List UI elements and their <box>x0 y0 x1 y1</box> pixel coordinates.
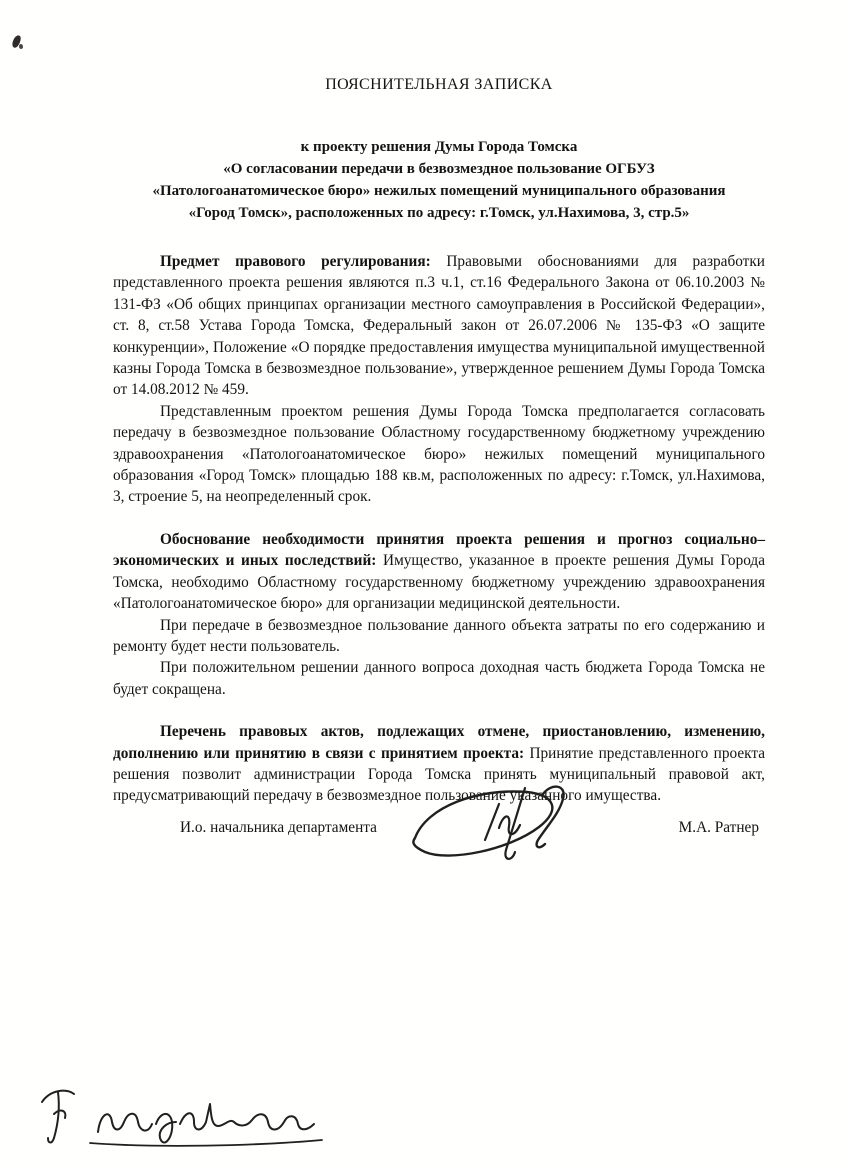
paragraph-lead: Обоснование необходимости принятия проекта решения и прогноз социально–экономических и иных последствий: <box>113 530 765 570</box>
paragraph-budget <box>113 657 765 700</box>
paragraph-proposal <box>113 401 765 508</box>
paragraph-text: При положительном решении данного вопроса доходная часть бюджета Города Томска не будет сокращена. <box>113 659 765 698</box>
handwritten-signature <box>36 1080 336 1158</box>
signoff-name: М.А. Ратнер <box>678 819 759 836</box>
paragraph-text: Принятие представленного проекта решения позволит администрации Города Томска принять муниципальный правовой акт, предусматривающий передачу в безвозмездное пользование указанного имущества. <box>113 744 765 805</box>
paragraph-lead: Перечень правовых актов, подлежащих отмене, приостановлению, изменению, дополнению или принятию в связи с принятием проекта: <box>113 723 765 762</box>
scan-artifact-mark-small <box>19 44 24 50</box>
paragraph-text: Имущество, указанное в проекте решения Думы Города Томска, необходимо Областному государственному бюджетному учреждению здравоохранения «Патологоанатомическое бюро» для организации медицинской деятельности. <box>113 552 765 613</box>
paragraph-text: При передаче в безвозмездное пользование данного объекта затраты по его содержанию и ремонту будет нести пользователь. <box>113 616 765 655</box>
document-title: ПОЯСНИТЕЛЬНАЯ ЗАПИСКА <box>325 76 553 93</box>
paragraph-costs <box>113 615 765 658</box>
subtitle-line-4: «Город Томск», расположенных по адресу: г.Томск, ул.Нахимова, 3, стр.5» <box>188 205 690 221</box>
signature-scribble <box>405 782 600 874</box>
signoff-position-title: И.о. начальника департамента <box>180 819 377 836</box>
subtitle-line-3: «Патологоанатомическое бюро» нежилых помещений муниципального образования <box>152 183 726 199</box>
paragraph-text: Представленным проектом решения Думы Города Томска предполагается согласовать передачу в безвозмездное пользование Областному государственному бюджетному учреждению здравоохранения «Патологоанатомическое бюро» нежилых помещений муниципального образования «Город Томск» площадью 188 кв.м, расположенных по адресу: г.Томск, ул.Нахимова, 3, строение 5, на неопределенный срок. <box>113 402 765 506</box>
paragraph-legal-basis <box>113 251 765 401</box>
subtitle-line-1: к проекту решения Думы Города Томска <box>300 139 578 155</box>
paragraph-justification <box>113 529 765 615</box>
document-body <box>113 251 765 807</box>
signoff-block <box>113 782 765 882</box>
document-subtitle <box>113 136 765 224</box>
paragraph-lead: Предмет правового регулирования: <box>160 253 431 270</box>
paragraph-text: Правовыми обоснованиями для разработки представленного проекта решения являются п.3 ч.1, ст.16 Федерального Закона от 06.10.2003 № 131-ФЗ «Об общих принципах организации местного самоуправления в Российской Федерации», ст. 8, ст.58 Устава Города Томска, Федеральный закон от 26.07.2006 № 135-ФЗ «О защите конкуренции», Положение «О порядке предоставления имущества муниципальной имущественной казны Города Томска в безвозмездное пользование», утвержденное решением Думы Города Томска от 14.08.2012 № 459. <box>113 253 765 399</box>
subtitle-line-2: «О согласовании передачи в безвозмездное пользование ОГБУЗ <box>223 161 655 177</box>
document-content <box>113 0 765 807</box>
